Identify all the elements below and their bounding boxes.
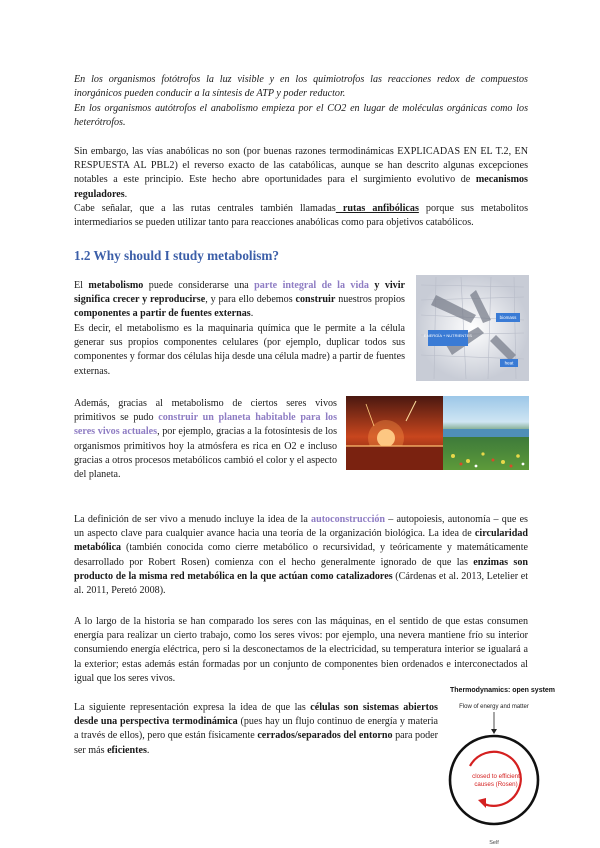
underlined-amphibolic: rutas anfibólicas: [335, 203, 419, 214]
bold-regulatory-mechanisms: mecanismos reguladores: [74, 174, 528, 200]
primitive-earth-image: [346, 396, 443, 470]
metabolism-network-image: [416, 275, 529, 381]
self-construction-paragraph: La definición de ser vivo a menudo incluye la idea de la autoconstrucción – autopoiesis, autonomía – que es un aspecto clave para cualquier avance hacia una teoría de la organización biológica. La idea de circularidad metabólica (también conocida como cierre metabólico o recursividad, y teóricamente y matemáticamente desarrollado por Robert Rosen) comienza con el hecho generalmente ignorado de que las enzimas son producto de la misma red metabólica en la que actúan como catalizadores (Cárdenas et al. 2013, Letelier et al. 2011, Peretó 2008).: [74, 514, 529, 597]
intro-paragraph-2: En los organismos autótrofos el anabolismo empieza por el CO2 en lugar de moléculas orgánicas como los heterótrofos.: [74, 103, 528, 129]
intro-paragraph-1: En los organismos fotótrofos la luz visible y en los quimiotrofos las reacciones redox de compuestos inorgánicos pueden conducir a la síntesis de ATP y poder reductor.: [74, 74, 528, 100]
flow-label: Flow of energy and matter: [459, 704, 529, 710]
section-heading: 1.2 Why should I study metabolism?: [74, 248, 279, 263]
highlight-self-construction: autoconstrucción: [311, 514, 386, 525]
inner-label-2: causes (Rosen): [474, 781, 518, 788]
figure-title: Thermodynamics: open system: [450, 687, 556, 694]
landscape-illustration: [443, 396, 529, 470]
machines-paragraph: A lo largo de la historia se han comparado los seres con las máquinas, en el sentido de que estas consumen energía para realizar un cierto trabajo, como los seres vivos: por ejemplo, una nevera mantiene frío su interior consumiendo energía eléctrica, pero si la desconectamos de la electricidad, su temperatura interior se igualará a la exterior; estas además están formadas por un conjunto de componentes bien ordenados e interconectados al igual que los seres vivos.: [74, 616, 528, 684]
sunset-illustration: [346, 396, 443, 470]
highlight-habitable-planet: construir un planeta habitable para los seres vivos actuales: [74, 412, 337, 438]
open-system-diagram: [448, 698, 540, 848]
svg-text:heat: heat: [504, 360, 514, 366]
modern-earth-image: [443, 396, 529, 470]
flow-arrow-head-icon: [491, 729, 497, 734]
anabolic-paragraph: Sin embargo, las vías anabólicas no son (por buenas razones termodinámicas EXPLICADAS EN EL T.2, EN RESPUESTA AL PBL2) el reverso exacto de las catabólicas, aunque se han descrito algunas excepciones notables a este principio. Este hecho abre oportunidades para el surgimiento evolutivo de mecanismos reguladores.: [74, 146, 528, 200]
system-boundary-circle: [450, 736, 538, 824]
svg-text:biomass: biomass: [499, 315, 517, 320]
cycle-arrow-head-icon: [478, 798, 486, 808]
svg-text:ENERGÍA + NUTRIENTES: ENERGÍA + NUTRIENTES: [424, 333, 472, 338]
inner-label-1: closed to efficient: [472, 773, 520, 780]
machinery-paragraph: Es decir, el metabolismo es la maquinaria química que le permite a la célula generar sus propios componentes celulares (por ejemplo, duplicar todos sus componentes y formar dos células hija desde una célula madre) a partir de fuentes externas.: [74, 323, 405, 377]
network-illustration: [416, 275, 529, 381]
highlight-integral-part: parte integral de la vida: [254, 280, 369, 291]
open-system-paragraph: La siguiente representación expresa la idea de que las células son sistemas abiertos desde una perspectiva termodinámica (pues hay un flujo continuo de energía y materia a través de ellos), pero que están físicamente cerrados/separados del entorno para poder ser más eficientes.: [74, 702, 439, 756]
bottom-label: Self: [489, 840, 499, 846]
metabolism-paragraph: El metabolismo puede considerarse una parte integral de la vida y vivir significa crecer y reproducirse, y para ello debemos construir nuestros propios componentes a partir de fuentes externas.: [74, 280, 406, 320]
amphibolic-paragraph: Cabe señalar, que a las rutas centrales también llamadas rutas anfibólicas porque sus metabolitos intermediarios se pueden utilizar tanto para reacciones anabólicas como para objetivos catabólicos.: [74, 203, 528, 229]
planet-paragraph: Además, gracias al metabolismo de ciertos seres vivos primitivos se pudo construir un planeta habitable para los seres vivos actuales, por ejemplo, gracias a la fotosíntesis de los organismos primitivos hoy la atmósfera es rica en O2 e incluso gracias a otros procesos metabólicos cambió el color y el aspecto del planeta.: [74, 398, 338, 481]
